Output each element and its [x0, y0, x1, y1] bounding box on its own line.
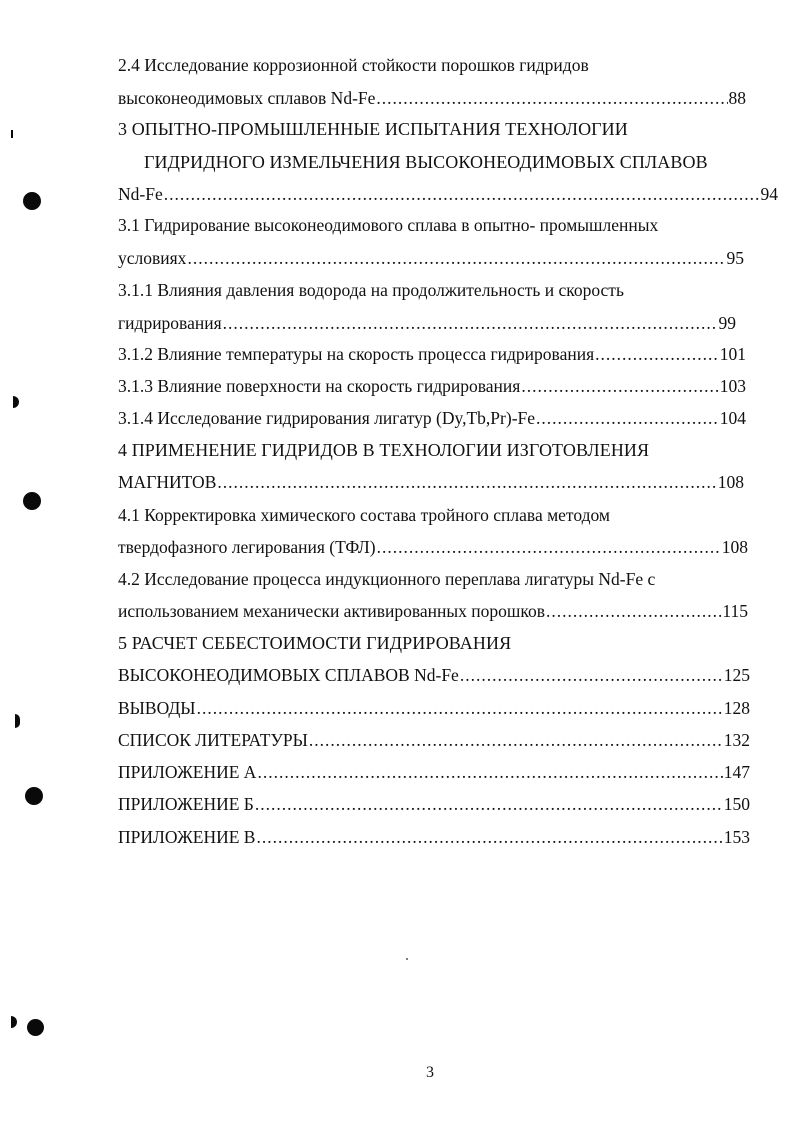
toc-page-number: 103 [719, 376, 746, 396]
leader-dots [536, 407, 719, 429]
toc-entry [118, 568, 758, 590]
leader-dots [164, 183, 760, 205]
toc-entry [118, 312, 736, 334]
toc-entry [118, 118, 758, 140]
toc-entry-title: 4 ПРИМЕНЕНИЕ ГИДРИДОВ В ТЕХНОЛОГИИ ИЗГОТОВЛЕНИЯ [118, 440, 650, 460]
toc-entry-title: 3.1.4 Исследование гидрирования лигатур (Dy,Tb,Pr)-Fe [118, 408, 536, 428]
toc-entry-title: использованием механически активированных порошков [118, 601, 545, 621]
toc-entry-title: ПРИЛОЖЕНИЕ А [118, 762, 257, 782]
toc-entry [118, 536, 748, 558]
leader-dots [255, 793, 723, 815]
leader-dots [595, 343, 719, 365]
toc-entry [118, 54, 738, 76]
toc-entry-title: Nd-Fe [118, 184, 163, 204]
toc-entry-title: 4.1 Корректировка химического состава тройного сплава методом [118, 505, 610, 525]
page-number: 3 [426, 1064, 434, 1081]
toc-page-number: 150 [723, 794, 750, 814]
toc-entry-title: 4.2 Исследование процесса индукционного переплава лигатуры Nd-Fe с [118, 569, 656, 589]
leader-dots [546, 600, 721, 622]
leader-dots [223, 312, 718, 334]
toc-entry [118, 664, 750, 686]
toc-entry-title: гидрирования [118, 313, 222, 333]
leader-dots [256, 826, 722, 848]
toc-entry-title: 3.1.3 Влияние поверхности на скорость гидрирования [118, 376, 521, 396]
binder-tick-mark [15, 714, 20, 728]
leader-dots [197, 697, 723, 719]
binder-hole [23, 192, 41, 210]
leader-dots [309, 729, 723, 751]
toc-entry [118, 793, 750, 815]
toc-entry-title: ВЫСОКОНЕОДИМОВЫХ СПЛАВОВ Nd-Fe [118, 665, 459, 685]
toc-entry-title: твердофазного легирования (ТФЛ) [118, 537, 376, 557]
toc-page-number: 108 [721, 537, 748, 557]
toc-page-number: 94 [760, 184, 778, 204]
toc-entry-title: условиях [118, 248, 187, 268]
toc-entry [118, 826, 750, 848]
scan-speck [406, 958, 408, 960]
toc-entry-title: 3.1.1 Влияния давления водорода на продолжительность и скорость [118, 280, 624, 300]
toc-entry-title: ПРИЛОЖЕНИЕ Б [118, 794, 254, 814]
toc-entry [118, 247, 744, 269]
toc-page-number: 115 [722, 601, 748, 621]
toc-page-number: 128 [723, 698, 750, 718]
toc-entry [118, 343, 746, 365]
toc-entry-title: высоконеодимовых сплавов Nd-Fe [118, 88, 376, 108]
toc-entry [118, 761, 750, 783]
toc-entry-title: ВЫВОДЫ [118, 698, 196, 718]
toc-entry [118, 87, 746, 109]
binder-hole [27, 1019, 44, 1036]
toc-entry [118, 439, 758, 461]
leader-dots [376, 87, 727, 109]
toc-entry-title: 3.1 Гидрирование высоконеодимового сплава в опытно- промышленных [118, 215, 659, 235]
binder-tick-mark [11, 1016, 17, 1028]
toc-entry-title: МАГНИТОВ [118, 472, 217, 492]
toc-entry-title: 3 ОПЫТНО-ПРОМЫШЛЕННЫЕ ИСПЫТАНИЯ ТЕХНОЛОГИИ [118, 119, 628, 139]
toc-entry-title: ПРИЛОЖЕНИЕ В [118, 827, 256, 847]
toc-entry [118, 471, 744, 493]
leader-dots [521, 375, 718, 397]
toc-entry [118, 279, 758, 301]
toc-entry-title: СПИСОК ЛИТЕРАТУРЫ [118, 730, 308, 750]
toc-page-number: 147 [723, 762, 750, 782]
toc-entry [118, 407, 746, 429]
toc-entry [118, 214, 758, 236]
toc-page-number: 101 [719, 344, 746, 364]
leader-dots [377, 536, 721, 558]
binder-hole [23, 492, 41, 510]
toc-entry [118, 632, 758, 654]
leader-dots [217, 471, 716, 493]
toc-page-number: 153 [723, 827, 750, 847]
toc-entry-title: ГИДРИДНОГО ИЗМЕЛЬЧЕНИЯ ВЫСОКОНЕОДИМОВЫХ СПЛАВОВ [144, 152, 708, 172]
toc-entry [118, 375, 746, 397]
toc-page-number: 104 [719, 408, 746, 428]
toc-entry-title: 2.4 Исследование коррозионной стойкости порошков гидридов [118, 55, 589, 75]
leader-dots [187, 247, 725, 269]
toc-page-number: 95 [726, 248, 744, 268]
toc-page-number: 132 [723, 730, 750, 750]
toc-entry [144, 151, 784, 173]
leader-dots [460, 664, 723, 686]
toc-entry [118, 504, 758, 526]
toc-entry [118, 697, 750, 719]
toc-page-number: 108 [717, 472, 744, 492]
binder-tick-mark [11, 130, 13, 138]
toc-page-number: 88 [728, 88, 746, 108]
binder-hole [25, 787, 43, 805]
binder-tick-mark [13, 396, 19, 408]
toc-entry [118, 729, 750, 751]
toc-entry [118, 600, 748, 622]
toc-entry [118, 183, 778, 205]
leader-dots [257, 761, 722, 783]
toc-page-number: 125 [723, 665, 750, 685]
toc-entry-title: 3.1.2 Влияние температуры на скорость процесса гидрирования [118, 344, 595, 364]
toc-entry-title: 5 РАСЧЕТ СЕБЕСТОИМОСТИ ГИДРИРОВАНИЯ [118, 633, 512, 653]
toc-page-number: 99 [718, 313, 736, 333]
